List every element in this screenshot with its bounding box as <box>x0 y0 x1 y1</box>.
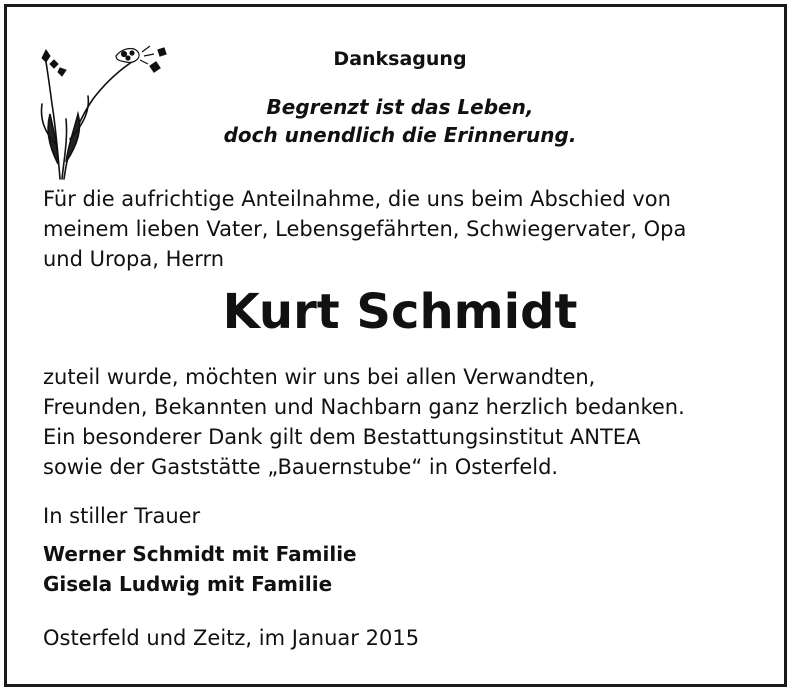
thanks-line: zuteil wurde, möchten wir uns bei allen Verwandten, <box>43 365 596 389</box>
signers-list <box>43 539 357 599</box>
intro-paragraph <box>43 184 763 274</box>
place-date: Osterfeld und Zeitz, im Januar 2015 <box>43 626 420 650</box>
thanks-line: sowie der Gaststätte „Bauernstube“ in Osterfeld. <box>43 455 559 479</box>
motto-line: Begrenzt ist das Leben, <box>266 95 534 119</box>
motto-quote <box>150 93 650 149</box>
heading-title: Danksagung <box>333 48 467 70</box>
signer: Gisela Ludwig mit Familie <box>43 572 333 596</box>
signer: Werner Schmidt mit Familie <box>43 542 357 566</box>
thanks-line: Freunden, Bekannten und Nachbarn ganz herzlich bedanken. <box>43 395 685 419</box>
thanks-paragraph <box>43 362 763 482</box>
thanks-line: Ein besonderer Dank gilt dem Bestattungsinstitut ANTEA <box>43 425 641 449</box>
deceased-name: Kurt Schmidt <box>222 284 578 340</box>
motto-line: doch unendlich die Erinnerung. <box>223 123 577 147</box>
intro-line: Für die aufrichtige Anteilnahme, die uns beim Abschied von <box>43 187 671 211</box>
intro-line: und Uropa, Herrn <box>43 247 225 271</box>
mourning-text: In stiller Trauer <box>43 504 201 528</box>
intro-line: meinem lieben Vater, Lebensgefährten, Schwiegervater, Opa <box>43 217 687 241</box>
